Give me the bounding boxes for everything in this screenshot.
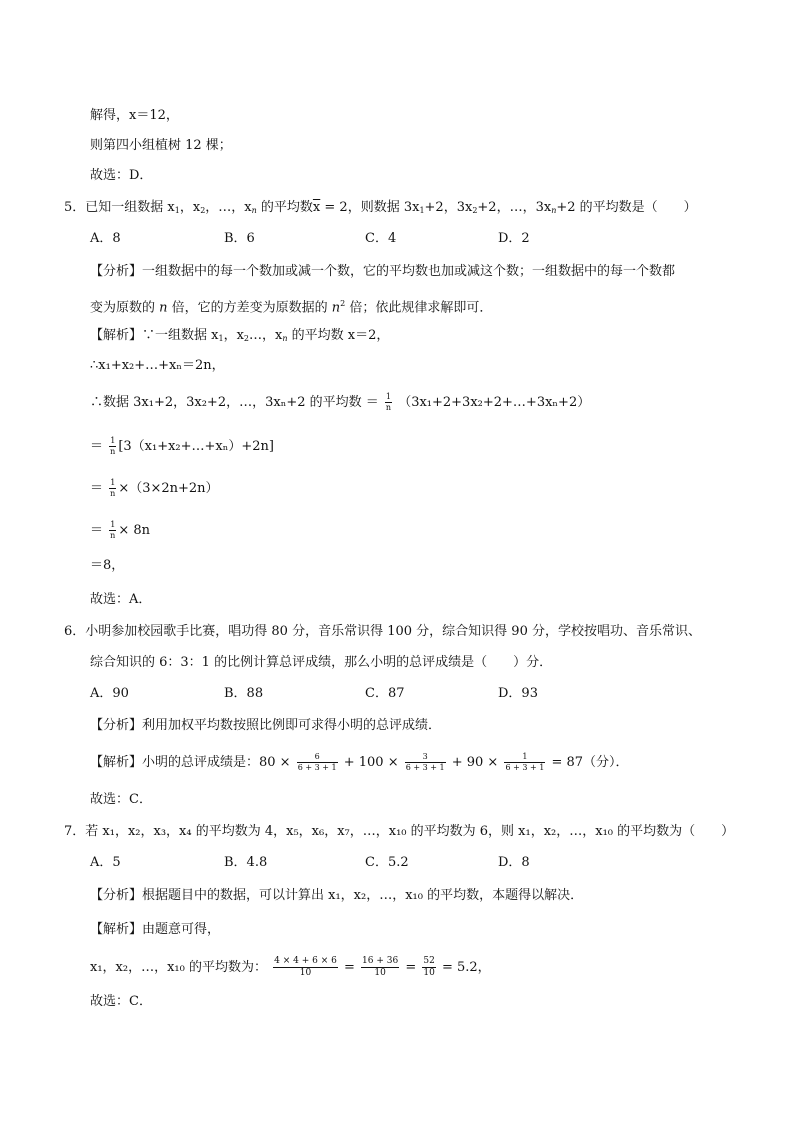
option-d: D．93 [498, 686, 538, 701]
fraction: $\frac{1}{n}$ [385, 392, 392, 412]
question-number: 5． [64, 200, 86, 215]
option-b: B．88 [224, 686, 264, 701]
solution-line: 【解析】∵一组数据 $x_1$，$x_2\dots$，$x_n$ 的平均数 x＝2， [90, 328, 390, 343]
option-b: B．6 [224, 231, 255, 246]
analysis-text: 【分析】一组数据中的每一个数加或减一个数，它的平均数也加或减这个数；一组数据中的每一个数都 [90, 264, 676, 279]
option-d: D．8 [498, 855, 530, 870]
solution-line: ∴数据 3x₁+2，3x₂+2，…，3xₙ+2 的平均数 ＝ $\frac{1}{n}$ （3x₁+2+3x₂+2+…+3xₙ+2） [90, 392, 591, 412]
solution-line: ＝ $\frac{1}{n}$ × 8n [90, 520, 150, 540]
fraction: $\frac{52}{10}$ [423, 956, 435, 978]
fraction: $\frac{1}{n}$ [110, 478, 116, 498]
question-number: 6． [64, 624, 86, 639]
analysis-text: 【分析】根据题目中的数据，可以计算出 x₁，x₂，…，x₁₀ 的平均数，本题得以解决． [90, 888, 584, 903]
option-c: C．87 [365, 686, 405, 701]
option-c: C．5.2 [365, 855, 409, 870]
option-a: A．90 [90, 686, 129, 701]
solution-line: x₁，x₂，…，x₁₀ 的平均数为： $\frac{4 \times 4 + 6 \times 6}{10}$ = $\frac{16 + 36}{10}$ = $\frac{52}{10}$ = 5.2， [90, 956, 491, 978]
analysis-text: 【分析】利用加权平均数按照比例即可求得小明的总评成绩． [90, 718, 442, 733]
option-d: D．2 [498, 231, 530, 246]
option-c: C．4 [365, 231, 397, 246]
solution-line: ＝ $\frac{1}{n}$ [3（x₁+x₂+…+xₙ）+2n] [90, 436, 274, 456]
answer-line: 故选：D． [90, 168, 153, 183]
fraction: $\frac{6}{6 + 3 + 1}$ [297, 752, 337, 772]
solution-line: 【解析】小明的总评成绩是：80 × $\frac{6}{6 + 3 + 1}$ + 100 × $\frac{3}{6 + 3 + 1}$ + 90 × $\frac{1}{6 + 3 + 1}$ = 87（分）． [90, 752, 629, 772]
solution-line: ＝ $\frac{1}{n}$ ×（3×2n+2n） [90, 478, 219, 498]
fraction: $\frac{1}{n}$ [110, 520, 116, 540]
fraction: $\frac{16 + 36}{10}$ [362, 956, 399, 978]
fraction: $\frac{4 \times 4 + 6 \times 6}{10}$ [274, 956, 337, 978]
fraction: $\frac{1}{n}$ [110, 436, 116, 456]
answer-line: 故选：C． [90, 792, 152, 807]
option-a: A．5 [90, 855, 121, 870]
question-7-stem: 7．若 x₁，x₂，x₃，x₄ 的平均数为 4，x₅，x₆，x₇，…，x₁₀ 的平均数为 6，则 x₁，x₂，…，x₁₀ 的平均数为（ ） [64, 824, 735, 839]
answer-line: 故选：A． [90, 592, 152, 607]
solution-line: ＝8， [90, 558, 125, 573]
fraction: $\frac{1}{6 + 3 + 1}$ [505, 752, 545, 772]
solution-line: 解得，x＝12， [90, 108, 179, 123]
solution-line: ∴x₁+x₂+…+xₙ＝2n， [90, 358, 225, 373]
question-5-stem: 5．已知一组数据 $x_1$，$x_2$，…，$x_n$ 的平均数$\overline{x} = 2$，则数据 $3x_1+2$，$3x_2+2$，…，$3x_n+2$ 的平均数是（ ） [64, 200, 697, 215]
question-6-stem: 综合知识的 6：3：1 的比例计算总评成绩，那么小明的总评成绩是（ ）分． [90, 655, 553, 670]
solution-line: 则第四小组植树 12 棵； [90, 138, 232, 153]
solution-line: 【解析】由题意可得， [90, 922, 221, 937]
analysis-text: 变为原数的 n 倍，它的方差变为原数据的 $n^2$ 倍；依此规律求解即可． [90, 299, 493, 316]
question-number: 7． [64, 824, 86, 839]
answer-line: 故选：C． [90, 994, 152, 1009]
option-b: B．4.8 [224, 855, 268, 870]
fraction: $\frac{3}{6 + 3 + 1}$ [405, 752, 445, 772]
question-6-stem: 6．小明参加校园歌手比赛，唱功得 80 分，音乐常识得 100 分，综合知识得 90 分，学校按唱功、音乐常识、 [64, 624, 701, 639]
option-a: A．8 [90, 231, 121, 246]
